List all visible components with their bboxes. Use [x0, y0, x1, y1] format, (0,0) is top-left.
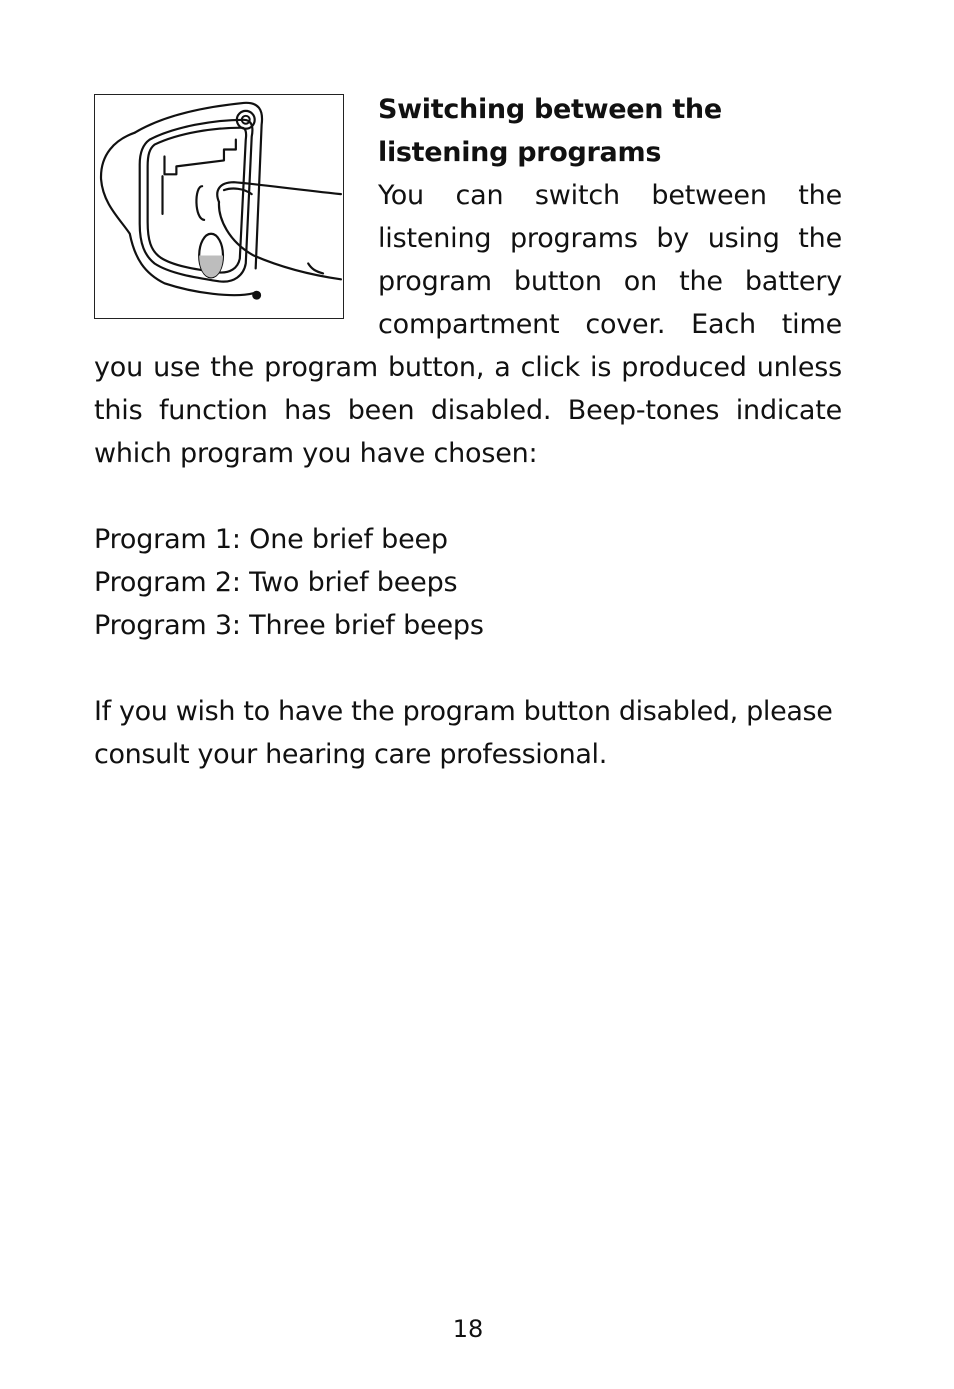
program-item-2: Program 2: Two brief beeps	[94, 567, 458, 598]
disable-note: If you wish to have the program button disabled, please consult your hearing care professional.	[94, 696, 833, 770]
program-list	[94, 518, 842, 647]
hearing-aid-finger-pressing-button-icon	[95, 95, 343, 318]
section-heading: Switching between the listening programs	[378, 94, 722, 168]
section-paragraph: You can switch between the listening programs by using the program button on the battery compartment cover. Each time you use the program button, a click is produced unless this function has been disabled. Beep-tones indicate which program you have chosen:	[94, 180, 842, 469]
program-item-1: Program 1: One brief beep	[94, 524, 448, 555]
program-item-3: Program 3: Three brief beeps	[94, 610, 484, 641]
manual-page	[94, 88, 842, 803]
hearing-aid-illustration	[94, 94, 344, 319]
page-number: 18	[452, 1315, 484, 1343]
